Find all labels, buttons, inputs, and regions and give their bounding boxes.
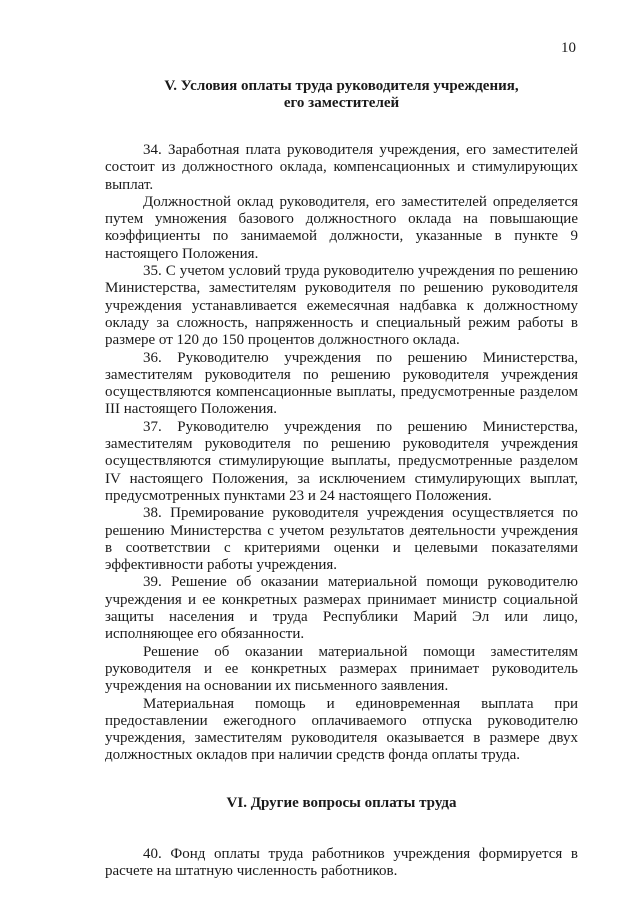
section-5-heading-line-1: V. Условия оплаты труда руководителя учреждения, <box>164 78 519 94</box>
paragraph-34: 34. Заработная плата руководителя учреждения, его заместителей состоит из должностного оклада, компенсационных и стимулирующих выплат. <box>105 142 578 193</box>
paragraph-39: 39. Решение об оказании материальной помощи руководителю учреждения и ее конкретных размерах принимает министр социальной защиты населения и труда Республики Марий Эл или лицо, исполняющее его обязанности. <box>105 574 578 643</box>
section-5-heading <box>105 78 578 112</box>
paragraph-39-continued: Решение об оказании материальной помощи заместителям руководителя и ее конкретных размерах принимает руководитель учреждения на основании их письменного заявления. <box>105 643 578 695</box>
paragraph-35: 35. С учетом условий труда руководителю учреждения по решению Министерства, заместителям руководителя по решению руководителя учреждения устанавливается ежемесячная надбавка к должностному окладу за сложность, напряженность и специальный режим работы в размере от 120 до 150 процентов должностного оклада. <box>105 263 578 349</box>
page-content <box>105 78 578 880</box>
paragraph-38: 38. Премирование руководителя учреждения осуществляется по решению Министерства с учетом результатов деятельности учреждения в соответствии с критериями оценки и целевыми показателями эффективности работы учреждения. <box>105 505 578 574</box>
section-5-heading-line-2: его заместителей <box>283 95 400 111</box>
paragraph-39-material-aid: Материальная помощь и единовременная выплата при предоставлении ежегодного оплачиваемого отпуска руководителю учреждения, заместителям руководителя оказывается в размере двух должностных окладов при наличии средств фонда оплаты труда. <box>105 695 578 764</box>
page-number: 10 <box>561 40 576 56</box>
section-6-heading: VI. Другие вопросы оплаты труда <box>226 794 457 811</box>
paragraph-36: 36. Руководителю учреждения по решению Министерства, заместителям руководителя по решению руководителя учреждения осуществляются компенсационные выплаты, предусмотренные разделом III настоящего Положения. <box>105 349 578 418</box>
paragraph-34-continued: Должностной оклад руководителя, его заместителей определяется путем умножения базового должностного оклада на повышающие коэффициенты по занимаемой должности, указанные в пункте 9 настоящего Положения. <box>105 193 578 262</box>
paragraph-40: 40. Фонд оплаты труда работников учреждения формируется в расчете на штатную численность работников. <box>105 845 578 879</box>
section-5-body <box>105 142 578 765</box>
paragraph-37: 37. Руководителю учреждения по решению Министерства, заместителям руководителя по решению руководителя учреждения осуществляются стимулирующие выплаты, предусмотренные разделом IV настоящего Положения, за исключением стимулирующих выплат, предусмотренных пунктами 23 и 24 настоящего Положения. <box>105 418 578 504</box>
